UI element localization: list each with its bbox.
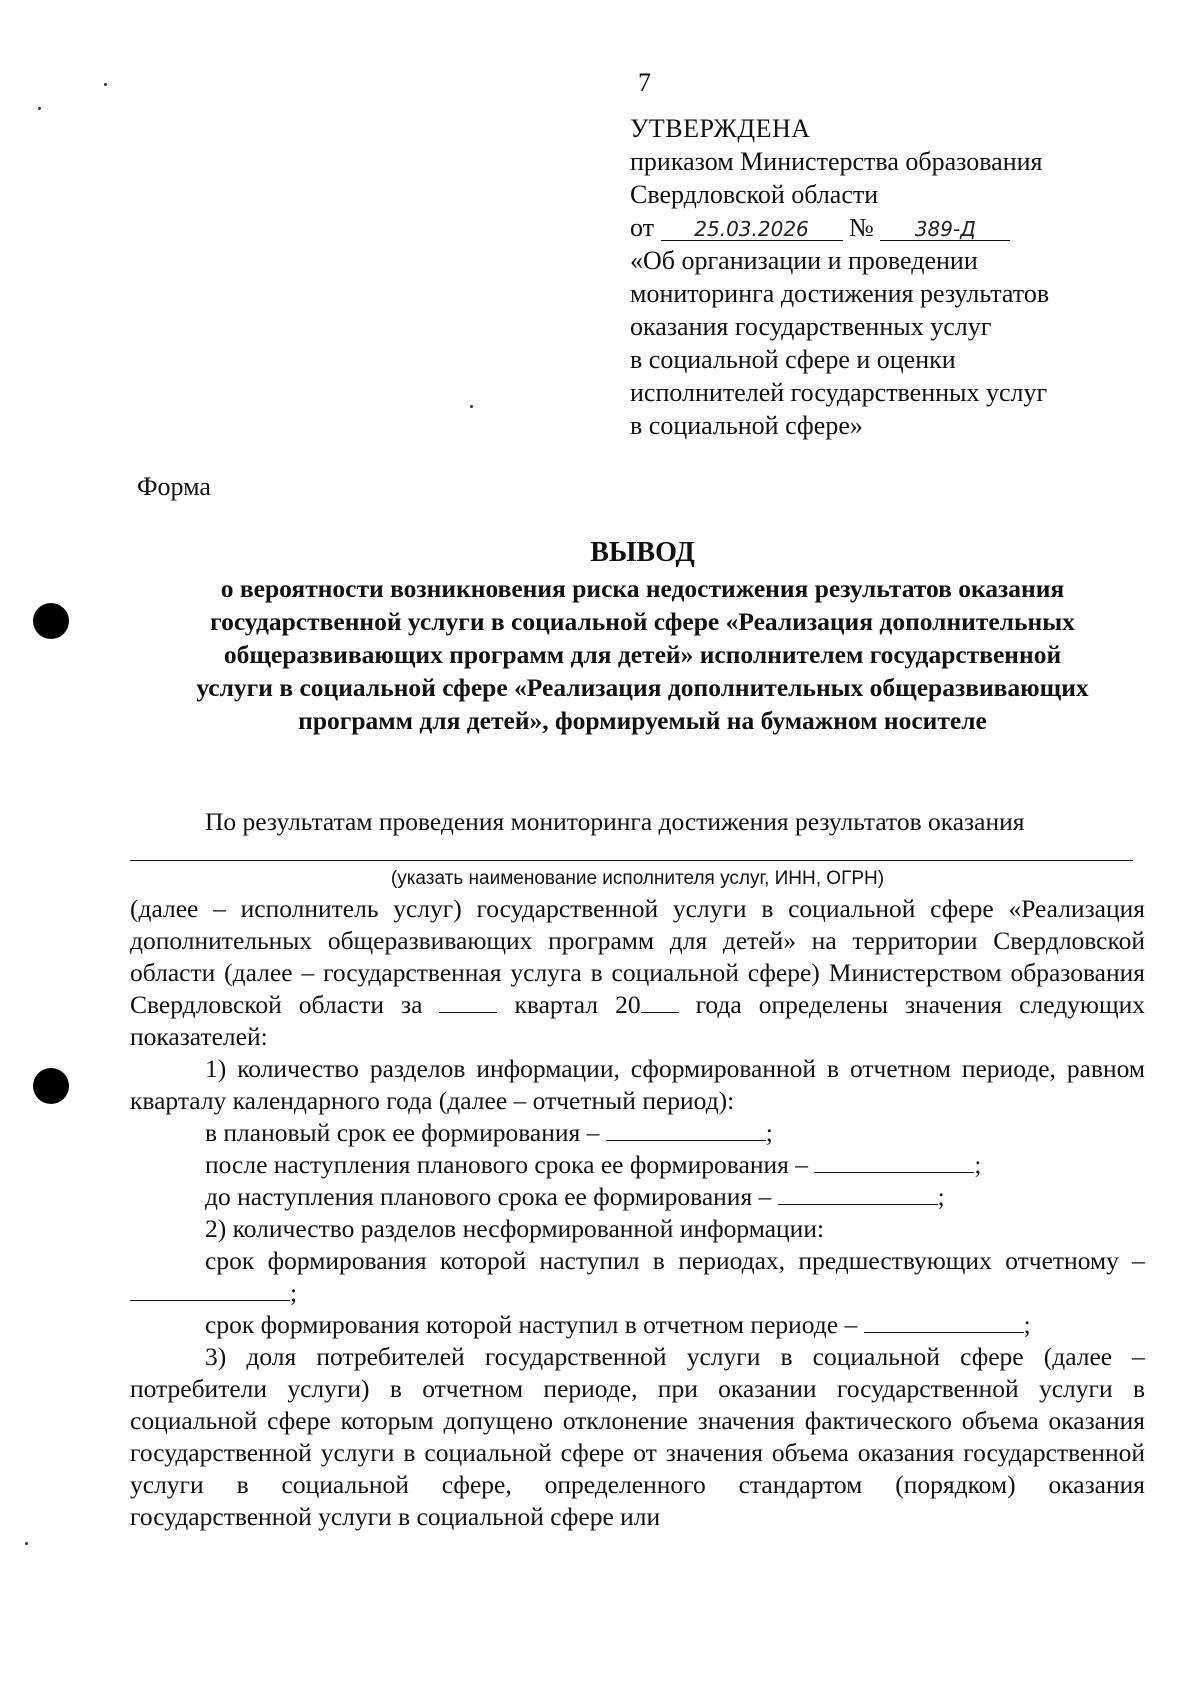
item-1-c-text: до наступления планового срока ее формирования –: [205, 1182, 772, 1211]
item-1-b-text: после наступления планового срока ее формирования –: [205, 1150, 808, 1179]
page-number: 7: [638, 68, 651, 97]
item-1-c: [130, 1181, 1145, 1213]
paragraph-1-end: года определены значения следующих показателей:: [130, 990, 1146, 1051]
paragraph-1: [130, 893, 1145, 1053]
approval-line: приказом Министерства образования: [630, 147, 1043, 176]
form-label: Форма: [137, 472, 211, 501]
document-body: [130, 806, 1145, 1533]
date-prefix: от: [630, 213, 655, 242]
item-2-a-text: срок формирования которой наступил в периодах, предшествующих отчетному –: [205, 1246, 1145, 1275]
item-2-a: [130, 1245, 1145, 1309]
intro-paragraph: По результатам проведения мониторинга достижения результатов оказания: [205, 807, 1025, 836]
paragraph-1-start: (далее – исполнитель услуг) государственной услуги в социальной сфере «Реализация дополнительных общеразвивающих программ для детей» на территории Свердловской области (далее – государственная услуга в социальной сфере) Министерством образования Свердловской области за: [130, 894, 1145, 1019]
title-line: государственной услуги в социальной сфере «Реализация дополнительных: [210, 607, 1075, 636]
value-blank: [606, 1120, 766, 1141]
item-1-b: [130, 1149, 1145, 1181]
value-blank: [130, 1280, 290, 1301]
year-blank: [641, 992, 679, 1013]
order-line: [630, 211, 1100, 244]
scan-speck: [38, 107, 41, 110]
semicolon: ;: [290, 1278, 298, 1307]
approval-subject-line: мониторинга достижения результатов: [630, 279, 1050, 308]
executor-caption: (указать наименование исполнителя услуг, ИНН, ОГРН): [390, 868, 885, 889]
value-blank: [864, 1312, 1024, 1333]
approval-subject-line: исполнителей государственных услуг: [630, 378, 1048, 407]
title-line: услуги в социальной сфере «Реализация дополнительных общеразвивающих: [196, 673, 1089, 702]
semicolon: ;: [974, 1150, 982, 1179]
value-blank: [814, 1152, 974, 1173]
approval-subject-line: оказания государственных услуг: [630, 312, 992, 341]
executor-name-line: [130, 838, 1133, 861]
approval-heading: УТВЕРЖДЕНА: [630, 114, 811, 143]
punch-hole-dot: [33, 1068, 69, 1104]
semicolon: ;: [937, 1182, 945, 1211]
item-2-b-text: срок формирования которой наступил в отчетном периоде –: [205, 1310, 858, 1339]
quarter-blank: [439, 992, 497, 1013]
quarter-word: квартал: [514, 990, 599, 1019]
item-2: 2) количество разделов несформированной информации:: [205, 1214, 825, 1243]
item-1-a-text: в плановый срок ее формирования –: [205, 1118, 600, 1147]
punch-hole-dot: [33, 603, 69, 639]
scan-speck: [25, 1542, 28, 1545]
title-main: ВЫВОД: [590, 537, 695, 568]
title-line: общеразвивающих программ для детей» исполнителем государственной: [223, 640, 1062, 669]
approval-stamp: [630, 112, 1100, 442]
item-1-a: [130, 1117, 1145, 1149]
approval-subject-line: «Об организации и проведении: [630, 246, 978, 275]
value-blank: [778, 1184, 938, 1205]
approval-line: Свердловской области: [630, 180, 879, 209]
semicolon: ;: [765, 1118, 773, 1147]
scan-speck: [104, 83, 107, 86]
handwritten-date: 25.03.2026: [661, 218, 843, 241]
item-3: 3) доля потребителей государственной услуги в социальной сфере (далее – потребители услуги) в отчетном периоде, при оказании государственной услуги в социальной сфере которым допущено отклонение значения фактического объема оказания государственной услуги в социальной сфере от значения объема оказания государственной услуги в социальной сфере, определенного стандартом (порядком) оказания государственной услуги в социальной сфере или: [130, 1342, 1145, 1531]
item-1: 1) количество разделов информации, сформированной в отчетном периоде, равном кварталу календарного года (далее – отчетный период):: [130, 1054, 1145, 1115]
handwritten-number: 389-Д: [880, 218, 1010, 241]
semicolon: ;: [1023, 1310, 1031, 1339]
scan-speck: [470, 405, 473, 408]
approval-subject-line: в социальной сфере»: [630, 411, 863, 440]
year-prefix: 20: [615, 990, 641, 1019]
number-prefix: №: [849, 213, 874, 242]
approval-subject-line: в социальной сфере и оценки: [630, 345, 956, 374]
document-title: [120, 536, 1165, 737]
item-2-b: [130, 1309, 1145, 1341]
title-line: о вероятности возникновения риска недостижения результатов оказания: [220, 574, 1065, 603]
title-line: программ для детей», формируемый на бумажном носителе: [298, 706, 987, 735]
